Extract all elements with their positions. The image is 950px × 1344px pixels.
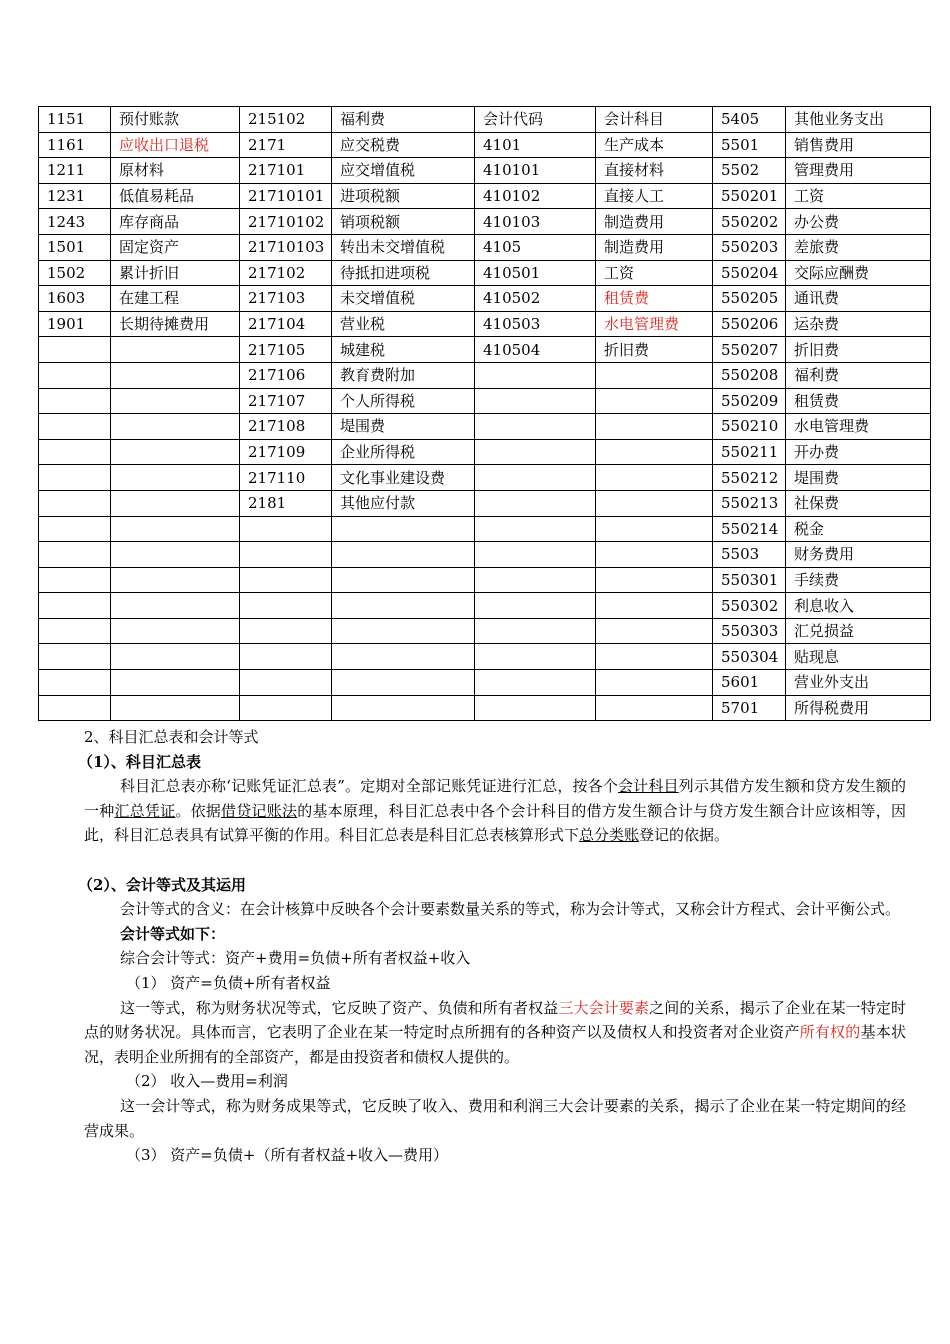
account-code-cell: [39, 516, 111, 542]
account-name-cell: [596, 593, 713, 619]
account-code-cell: 5502: [713, 158, 786, 184]
table-row: [39, 183, 931, 209]
text-segment: 这一等式，称为财务状况等式，它反映了资产、负债和所有者权益: [120, 998, 559, 1017]
account-name-cell: 财务费用: [786, 542, 931, 568]
account-name-cell: [596, 362, 713, 388]
account-code-cell: 410502: [475, 286, 596, 312]
account-name-cell: [111, 542, 240, 568]
account-name-cell: [332, 695, 475, 721]
account-code-cell: [39, 465, 111, 491]
equation-3: （3） 资产=负债+（所有者权益+收入—费用）: [126, 1146, 449, 1165]
account-code-cell: [39, 542, 111, 568]
account-name-cell: [111, 414, 240, 440]
account-code-cell: 1211: [39, 158, 111, 184]
table-row: [39, 414, 931, 440]
account-name-cell: 通讯费: [786, 286, 931, 312]
account-name-cell: 汇兑损益: [786, 618, 931, 644]
account-name-cell: [596, 644, 713, 670]
account-code-cell: 550301: [713, 567, 786, 593]
account-code-cell: 会计代码: [475, 107, 596, 133]
account-code-cell: [475, 362, 596, 388]
account-code-cell: 550304: [713, 644, 786, 670]
account-name-cell: 进项税额: [332, 183, 475, 209]
account-code-cell: 21710102: [240, 209, 332, 235]
equation-definition-paragraph: 会计等式的含义：在会计核算中反映各个会计要素数量关系的等式，称为会计等式，又称会计方程式、会计平衡公式。: [120, 900, 901, 919]
account-name-cell: 城建税: [332, 337, 475, 363]
account-name-cell: [111, 439, 240, 465]
account-name-cell: 水电管理费: [786, 414, 931, 440]
account-code-cell: [475, 644, 596, 670]
account-name-cell: 折旧费: [596, 337, 713, 363]
account-name-cell: 管理费用: [786, 158, 931, 184]
account-code-cell: 550202: [713, 209, 786, 235]
account-name-cell: 运杂费: [786, 311, 931, 337]
spacer: [84, 848, 906, 873]
table-row: [39, 158, 931, 184]
account-code-cell: [39, 618, 111, 644]
table-row: [39, 362, 931, 388]
account-name-cell: [111, 593, 240, 619]
account-name-cell: [596, 516, 713, 542]
account-code-cell: [240, 670, 332, 696]
comprehensive-equation: 综合会计等式：资产+费用=负债+所有者权益+收入: [120, 949, 471, 968]
account-name-cell: [596, 618, 713, 644]
equation-2: （2） 收入—费用=利润: [126, 1072, 288, 1091]
account-code-cell: 550204: [713, 260, 786, 286]
account-code-cell: [475, 439, 596, 465]
account-name-cell: [111, 490, 240, 516]
account-code-cell: 410504: [475, 337, 596, 363]
account-code-cell: 550212: [713, 465, 786, 491]
account-name-cell: 福利费: [332, 107, 475, 133]
account-code-cell: [240, 593, 332, 619]
account-code-cell: 550210: [713, 414, 786, 440]
account-code-cell: 4105: [475, 234, 596, 260]
underlined-term: 会计科目: [618, 777, 679, 796]
equation-2-description: 这一会计等式，称为财务成果等式，它反映了收入、费用和利润三大会计要素的关系，揭示了企业在某一特定期间的经营成果。: [84, 1096, 906, 1140]
account-code-cell: 217110: [240, 465, 332, 491]
account-code-cell: 217104: [240, 311, 332, 337]
account-code-cell: 217103: [240, 286, 332, 312]
equations-intro: 会计等式如下：: [120, 924, 226, 943]
account-code-cell: 1161: [39, 132, 111, 158]
account-name-cell: [111, 465, 240, 491]
account-code-table-body: [39, 107, 931, 721]
account-name-cell: [111, 618, 240, 644]
account-code-cell: [475, 516, 596, 542]
account-code-cell: 217106: [240, 362, 332, 388]
account-code-cell: [39, 414, 111, 440]
text-segment: 科目汇总表亦称‘记账凭证汇总表”。定期对全部记账凭证进行汇总，按各个: [120, 777, 619, 796]
account-name-cell: 其他应付款: [332, 490, 475, 516]
text-segment: 之间的关系，揭示了企业在某一特定时点的财务状况。具体而言，它表明了企业在某一特定时点所拥有的各种资产以及债权人和投资者对企业资产: [84, 998, 906, 1042]
table-row: [39, 516, 931, 542]
account-code-cell: 1502: [39, 260, 111, 286]
account-code-cell: [475, 593, 596, 619]
table-row: [39, 593, 931, 619]
account-name-cell: [596, 439, 713, 465]
account-code-cell: [39, 670, 111, 696]
account-code-cell: 217109: [240, 439, 332, 465]
table-row: [39, 542, 931, 568]
account-name-cell: 教育费附加: [332, 362, 475, 388]
account-code-cell: 215102: [240, 107, 332, 133]
account-name-cell: [111, 362, 240, 388]
account-code-cell: [39, 337, 111, 363]
account-name-cell: 原材料: [111, 158, 240, 184]
table-row: [39, 618, 931, 644]
account-name-cell: 租赁费: [786, 388, 931, 414]
account-code-cell: [475, 388, 596, 414]
table-row: [39, 209, 931, 235]
table-row: [39, 670, 931, 696]
account-code-cell: [39, 567, 111, 593]
account-code-cell: 217101: [240, 158, 332, 184]
account-name-cell: [596, 695, 713, 721]
subsection-heading-accounting-equation: （2）、会计等式及其运用: [78, 875, 246, 894]
account-code-cell: 410101: [475, 158, 596, 184]
table-row: [39, 260, 931, 286]
account-name-cell: 低值易耗品: [111, 183, 240, 209]
account-name-cell: [111, 670, 240, 696]
account-code-cell: 550211: [713, 439, 786, 465]
account-code-cell: 1151: [39, 107, 111, 133]
equation-1: （1） 资产=负债+所有者权益: [126, 973, 331, 992]
account-name-cell: 贴现息: [786, 644, 931, 670]
text-segment: 列示其借方发生额和贷方发生额的一种: [84, 777, 906, 820]
account-code-cell: 217102: [240, 260, 332, 286]
account-name-cell: 库存商品: [111, 209, 240, 235]
account-name-cell: [596, 670, 713, 696]
account-name-cell: [332, 618, 475, 644]
account-name-cell: [332, 644, 475, 670]
account-name-cell: 制造费用: [596, 234, 713, 260]
account-code-cell: [39, 644, 111, 670]
account-code-cell: 5503: [713, 542, 786, 568]
text-segment: 登记的依据。: [639, 826, 730, 845]
account-name-cell: 营业外支出: [786, 670, 931, 696]
table-row: [39, 439, 931, 465]
account-name-cell: 开办费: [786, 439, 931, 465]
account-name-cell: 税金: [786, 516, 931, 542]
account-name-cell: 预付账款: [111, 107, 240, 133]
highlighted-term: 三大会计要素: [558, 998, 650, 1017]
account-name-cell: [596, 388, 713, 414]
account-name-cell: [332, 567, 475, 593]
text-segment: 的基本原理，科目汇总表中各个会计科目的借方发生额合计与贷方发生额合计应该相等，因此，科目汇总表具有试算平衡的作用。科目汇总表是科目汇总表核算形式下: [84, 801, 906, 845]
account-code-cell: 5405: [713, 107, 786, 133]
account-code-cell: 410103: [475, 209, 596, 235]
account-name-cell: [332, 542, 475, 568]
account-name-cell: 累计折旧: [111, 260, 240, 286]
account-name-cell: 生产成本: [596, 132, 713, 158]
account-name-cell: 销项税额: [332, 209, 475, 235]
account-code-cell: 2181: [240, 490, 332, 516]
table-row: [39, 465, 931, 491]
account-name-cell: 个人所得税: [332, 388, 475, 414]
account-name-cell: 应收出口退税: [111, 132, 240, 158]
account-code-cell: [39, 439, 111, 465]
table-row: [39, 490, 931, 516]
section-title: 2、科目汇总表和会计等式: [84, 728, 259, 746]
account-code-cell: 550214: [713, 516, 786, 542]
table-row: [39, 388, 931, 414]
account-code-cell: 217108: [240, 414, 332, 440]
account-code-cell: [475, 695, 596, 721]
account-name-cell: 会计科目: [596, 107, 713, 133]
table-row: [39, 567, 931, 593]
table-row: [39, 132, 931, 158]
account-code-cell: 1501: [39, 234, 111, 260]
account-code-cell: [240, 618, 332, 644]
account-name-cell: 文化事业建设费: [332, 465, 475, 491]
account-name-cell: 社保费: [786, 490, 931, 516]
account-name-cell: [111, 567, 240, 593]
table-row: [39, 107, 931, 133]
account-code-cell: 550203: [713, 234, 786, 260]
account-code-cell: [240, 695, 332, 721]
account-code-cell: [475, 465, 596, 491]
account-name-cell: 手续费: [786, 567, 931, 593]
account-name-cell: [111, 695, 240, 721]
account-name-cell: 租赁费: [596, 286, 713, 312]
account-name-cell: 工资: [786, 183, 931, 209]
account-code-cell: 550201: [713, 183, 786, 209]
account-code-cell: [475, 670, 596, 696]
account-name-cell: 固定资产: [111, 234, 240, 260]
account-name-cell: 堤围费: [786, 465, 931, 491]
account-name-cell: 营业税: [332, 311, 475, 337]
account-code-cell: 1901: [39, 311, 111, 337]
underlined-term: 借贷记账法: [221, 801, 298, 820]
equation-1-description: [84, 996, 906, 1070]
highlighted-term: 所有权的: [799, 1023, 861, 1042]
account-name-cell: 其他业务支出: [786, 107, 931, 133]
account-name-cell: 长期待摊费用: [111, 311, 240, 337]
account-name-cell: [596, 567, 713, 593]
account-name-cell: 未交增值税: [332, 286, 475, 312]
account-name-cell: 折旧费: [786, 337, 931, 363]
account-name-cell: [596, 465, 713, 491]
account-name-cell: [596, 542, 713, 568]
account-name-cell: [111, 644, 240, 670]
account-code-cell: [475, 490, 596, 516]
account-code-cell: 21710103: [240, 234, 332, 260]
account-code-cell: [240, 542, 332, 568]
account-code-cell: 550208: [713, 362, 786, 388]
account-code-cell: 1603: [39, 286, 111, 312]
account-name-cell: [332, 593, 475, 619]
account-name-cell: [111, 516, 240, 542]
account-code-cell: 550303: [713, 618, 786, 644]
account-code-cell: 5501: [713, 132, 786, 158]
account-code-cell: [475, 567, 596, 593]
account-code-cell: [240, 567, 332, 593]
account-code-cell: 550207: [713, 337, 786, 363]
account-code-cell: 5601: [713, 670, 786, 696]
account-name-cell: [332, 670, 475, 696]
account-name-cell: 水电管理费: [596, 311, 713, 337]
account-name-cell: 在建工程: [111, 286, 240, 312]
table-row: [39, 644, 931, 670]
account-code-cell: 21710101: [240, 183, 332, 209]
underlined-term: 汇总凭证: [114, 801, 176, 820]
account-name-cell: 工资: [596, 260, 713, 286]
table-row: [39, 311, 931, 337]
table-row: [39, 337, 931, 363]
account-name-cell: [111, 337, 240, 363]
document-text: [78, 725, 906, 1168]
account-code-cell: 1243: [39, 209, 111, 235]
account-code-cell: [39, 593, 111, 619]
account-code-cell: 410503: [475, 311, 596, 337]
account-code-cell: [240, 644, 332, 670]
account-code-cell: 1231: [39, 183, 111, 209]
account-code-cell: 550205: [713, 286, 786, 312]
account-name-cell: 直接人工: [596, 183, 713, 209]
account-code-cell: 5701: [713, 695, 786, 721]
account-name-cell: 转出未交增值税: [332, 234, 475, 260]
text-segment: 基本状况，表明企业所拥有的全部资产，都是由投资者和债权人提供的。: [84, 1023, 906, 1066]
account-code-cell: 2171: [240, 132, 332, 158]
account-code-table: [38, 106, 931, 721]
table-row: [39, 695, 931, 721]
account-name-cell: 差旅费: [786, 234, 931, 260]
subsection-heading-summary-table: （1）、科目汇总表: [78, 752, 201, 771]
underlined-term: 总分类账: [579, 826, 640, 845]
account-name-cell: [596, 414, 713, 440]
account-code-cell: 4101: [475, 132, 596, 158]
account-name-cell: [111, 388, 240, 414]
account-name-cell: [596, 490, 713, 516]
account-name-cell: 交际应酬费: [786, 260, 931, 286]
account-code-cell: 217107: [240, 388, 332, 414]
account-name-cell: 销售费用: [786, 132, 931, 158]
account-name-cell: 应交税费: [332, 132, 475, 158]
account-name-cell: 办公费: [786, 209, 931, 235]
account-code-cell: [475, 542, 596, 568]
account-code-cell: [475, 618, 596, 644]
text-segment: 。依据: [175, 801, 222, 820]
summary-table-paragraph: [84, 774, 906, 848]
account-code-cell: 410501: [475, 260, 596, 286]
account-code-cell: [39, 490, 111, 516]
account-code-cell: 550209: [713, 388, 786, 414]
account-code-cell: 550213: [713, 490, 786, 516]
account-name-cell: [332, 516, 475, 542]
account-name-cell: 所得税费用: [786, 695, 931, 721]
account-code-cell: [240, 516, 332, 542]
account-code-cell: 550206: [713, 311, 786, 337]
account-code-cell: [475, 414, 596, 440]
account-code-cell: [39, 362, 111, 388]
account-code-cell: 217105: [240, 337, 332, 363]
account-name-cell: 堤围费: [332, 414, 475, 440]
account-name-cell: 制造费用: [596, 209, 713, 235]
table-row: [39, 234, 931, 260]
account-name-cell: 利息收入: [786, 593, 931, 619]
account-name-cell: 直接材料: [596, 158, 713, 184]
account-code-cell: 410102: [475, 183, 596, 209]
account-code-cell: [39, 388, 111, 414]
table-row: [39, 286, 931, 312]
account-code-cell: [39, 695, 111, 721]
account-name-cell: 待抵扣进项税: [332, 260, 475, 286]
account-name-cell: 福利费: [786, 362, 931, 388]
account-name-cell: 应交增值税: [332, 158, 475, 184]
account-name-cell: 企业所得税: [332, 439, 475, 465]
account-code-cell: 550302: [713, 593, 786, 619]
